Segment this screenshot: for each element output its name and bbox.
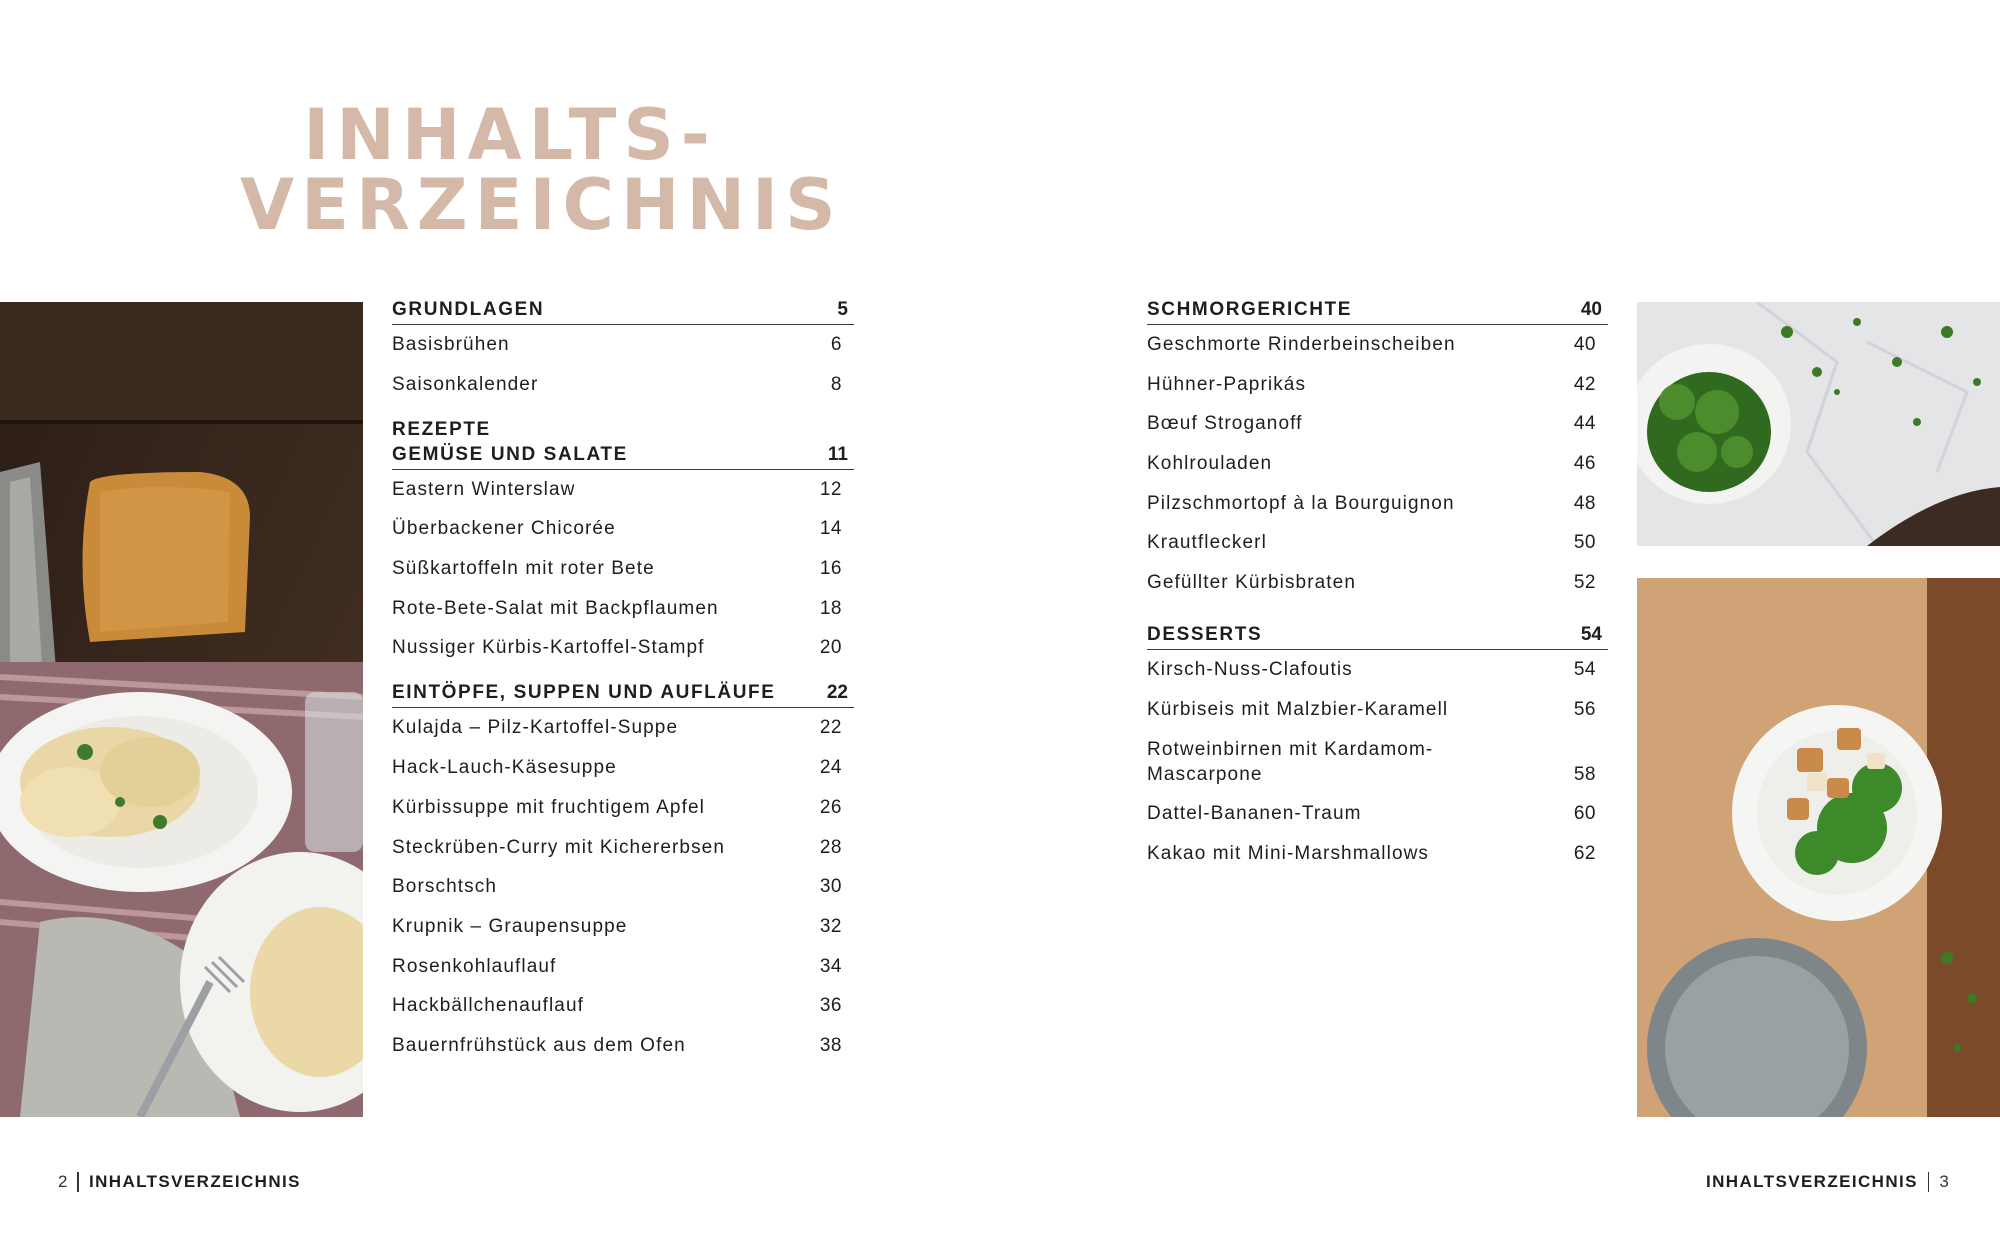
entry-title: Kürbiseis mit Malzbier-Karamell xyxy=(1147,698,1449,720)
entry-page: 12 xyxy=(819,478,842,500)
entry-title: Rosenkohlauflauf xyxy=(392,955,557,977)
entry-page: 52 xyxy=(1573,572,1596,594)
toc-entry[interactable] xyxy=(1147,801,1608,826)
entry-page: 42 xyxy=(1573,373,1596,395)
entry-title: Hackbällchenauflauf xyxy=(392,995,585,1017)
footer-divider xyxy=(1928,1172,1930,1192)
running-header: INHALTSVERZEICHNIS xyxy=(88,1172,301,1191)
toc-column-left xyxy=(392,297,854,1078)
entry-page: 62 xyxy=(1573,842,1596,864)
salad-photo xyxy=(1637,578,2000,1117)
entry-title: Krupnik – Graupensuppe xyxy=(392,915,628,937)
entry-page: 14 xyxy=(819,518,842,540)
toc-entry[interactable] xyxy=(392,874,854,899)
entry-title: Kirsch-Nuss-Clafoutis xyxy=(1147,659,1353,681)
entry-title: Nussiger Kürbis-Kartoffel-Stampf xyxy=(392,637,705,659)
entry-title: Steckrüben-Curry mit Kichererbsen xyxy=(392,836,726,858)
toc-section-eintoepfe xyxy=(392,680,854,1058)
toc-entry[interactable] xyxy=(392,332,854,357)
page-number: 3 xyxy=(1939,1172,1949,1191)
toc-entry[interactable] xyxy=(392,715,854,740)
entry-title: Dattel-Bananen-Traum xyxy=(1147,803,1362,825)
entry-page: 20 xyxy=(819,637,842,659)
entry-title: Pilzschmortopf à la Bourguignon xyxy=(1147,492,1455,514)
section-page: 11 xyxy=(827,443,848,465)
page-number: 2 xyxy=(58,1172,68,1191)
toc-entry[interactable] xyxy=(1147,372,1608,397)
section-page: 5 xyxy=(837,299,848,320)
entry-page: 46 xyxy=(1573,453,1596,475)
entry-page: 60 xyxy=(1573,803,1596,825)
section-title: REZEPTE GEMÜSE UND SALATE xyxy=(392,418,628,465)
section-page: 40 xyxy=(1580,299,1602,320)
section-page: 54 xyxy=(1580,624,1602,646)
entry-page: 26 xyxy=(819,796,842,818)
toc-entry[interactable] xyxy=(1147,697,1608,722)
entry-title: Kohlrouladen xyxy=(1147,453,1273,475)
toc-entry[interactable] xyxy=(392,914,854,939)
entry-page: 16 xyxy=(819,558,842,580)
section-page: 22 xyxy=(826,682,848,704)
entry-title: Gefüllter Kürbisbraten xyxy=(1147,572,1357,594)
toc-entry[interactable] xyxy=(392,596,854,621)
entry-page: 38 xyxy=(819,1034,842,1056)
toc-section-gemuese xyxy=(392,417,854,661)
parsley-photo xyxy=(1637,302,2000,546)
entry-page: 22 xyxy=(819,717,842,739)
entry-title: Borschtsch xyxy=(392,876,497,898)
entry-page: 8 xyxy=(830,373,842,395)
toc-entry[interactable] xyxy=(392,993,854,1018)
toc-entry[interactable] xyxy=(1147,451,1608,476)
entry-page: 40 xyxy=(1573,334,1596,355)
running-header: INHALTSVERZEICHNIS xyxy=(1706,1172,1918,1191)
entry-page: 24 xyxy=(819,757,842,779)
entry-page: 56 xyxy=(1573,698,1596,720)
toc-entry[interactable] xyxy=(1147,530,1608,555)
toc-entry[interactable] xyxy=(1147,657,1608,682)
toc-entry[interactable] xyxy=(392,635,854,660)
toc-entry[interactable] xyxy=(392,556,854,581)
entry-page: 28 xyxy=(819,836,842,858)
toc-entry[interactable] xyxy=(392,835,854,860)
pasta-photo xyxy=(0,302,363,1117)
section-heading xyxy=(392,680,854,708)
toc-entry[interactable] xyxy=(1147,841,1608,866)
title-line-2: VERZEICHNIS xyxy=(240,164,843,246)
toc-entry[interactable] xyxy=(1147,737,1608,787)
toc-section-grundlagen xyxy=(392,297,854,397)
section-heading xyxy=(392,297,854,325)
section-title: GRUNDLAGEN xyxy=(392,299,545,320)
section-heading xyxy=(1147,297,1608,325)
section-title: DESSERTS xyxy=(1147,624,1263,646)
footer-left xyxy=(58,1172,301,1192)
entry-page: 54 xyxy=(1573,659,1596,681)
toc-entry[interactable] xyxy=(392,372,854,397)
section-heading xyxy=(392,417,854,470)
toc-entry[interactable] xyxy=(392,795,854,820)
entry-page: 58 xyxy=(1573,763,1596,785)
entry-title: Eastern Winterslaw xyxy=(392,478,576,500)
section-heading xyxy=(1147,622,1608,650)
title-line-1: INHALTS- xyxy=(303,94,717,176)
entry-page: 32 xyxy=(819,915,842,937)
entry-title: Hack-Lauch-Käsesuppe xyxy=(392,757,617,779)
entry-title: Rote-Bete-Salat mit Backpflaumen xyxy=(392,597,719,619)
entry-title: Kulajda – Pilz-Kartoffel-Suppe xyxy=(392,717,679,739)
entry-title: Überbackener Chicorée xyxy=(392,518,616,540)
entry-title: Geschmorte Rinderbeinscheiben xyxy=(1147,334,1456,355)
entry-page: 6 xyxy=(830,334,842,355)
toc-entry[interactable] xyxy=(392,477,854,502)
entry-page: 36 xyxy=(819,995,842,1017)
page-title xyxy=(240,94,843,246)
toc-entry[interactable] xyxy=(1147,332,1608,357)
toc-entry[interactable] xyxy=(1147,570,1608,595)
toc-section-desserts xyxy=(1147,622,1608,866)
entry-title: Bauernfrühstück aus dem Ofen xyxy=(392,1034,686,1056)
entry-page: 34 xyxy=(819,955,842,977)
entry-page: 50 xyxy=(1573,532,1596,554)
entry-page: 18 xyxy=(819,597,842,619)
toc-entry[interactable] xyxy=(1147,411,1608,436)
entry-title: Rotweinbirnen mit Kardamom- Mascarpone xyxy=(1147,738,1434,785)
entry-title: Hühner-Paprikás xyxy=(1147,373,1307,395)
entry-title: Kakao mit Mini-Marshmallows xyxy=(1147,842,1430,864)
toc-entry[interactable] xyxy=(392,516,854,541)
entry-title: Krautfleckerl xyxy=(1147,532,1267,554)
section-title: SCHMORGERICHTE xyxy=(1147,299,1353,320)
entry-title: Saisonkalender xyxy=(392,373,539,395)
entry-page: 48 xyxy=(1573,492,1596,514)
entry-title: Basisbrühen xyxy=(392,334,510,355)
entry-title: Bœuf Stroganoff xyxy=(1147,413,1303,435)
entry-title: Süßkartoffeln mit roter Bete xyxy=(392,558,655,580)
entry-page: 30 xyxy=(819,876,842,898)
footer-divider xyxy=(77,1172,79,1192)
toc-entry[interactable] xyxy=(392,755,854,780)
toc-entry[interactable] xyxy=(1147,491,1608,516)
toc-column-right xyxy=(1147,297,1608,886)
section-title: EINTÖPFE, SUPPEN UND AUFLÄUFE xyxy=(392,682,776,704)
entry-title: Kürbissuppe mit fruchtigem Apfel xyxy=(392,796,705,818)
toc-entry[interactable] xyxy=(392,954,854,979)
toc-section-schmorgerichte xyxy=(1147,297,1608,595)
entry-page: 44 xyxy=(1573,413,1596,435)
toc-entry[interactable] xyxy=(392,1033,854,1058)
footer-right xyxy=(1706,1172,1949,1192)
